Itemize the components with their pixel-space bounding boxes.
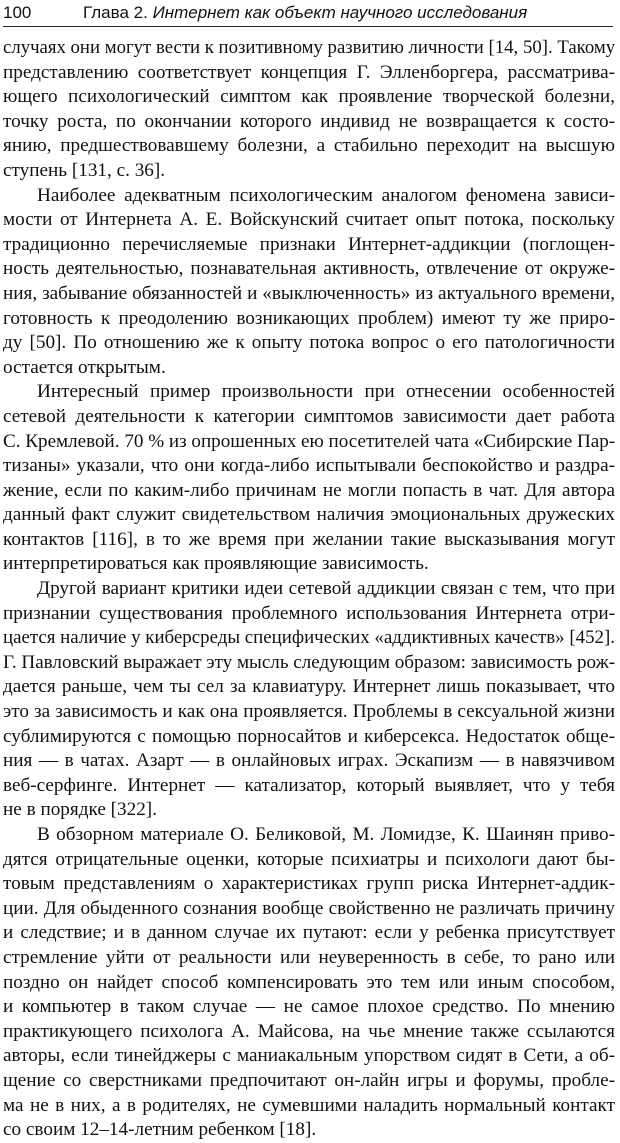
text-line: контактов [116], в то же время при желании такие высказывания могут (3, 528, 615, 550)
text-line: янию, предшествовавшему болезни, а стабильно переходит на высшую (3, 135, 615, 157)
text-line: ступень [131, с. 36]. (3, 159, 166, 181)
text-line: случаях они могут вести к позитивному развитию личности [14, 50]. Такому (3, 37, 616, 58)
text-line: дятся отрицательные оценки, которые психиатры и психологи дают бы- (3, 848, 615, 870)
text-line: жение, если по каким-либо причинам не могли попасть в чат. Для автора (3, 479, 615, 501)
text-line: ции. Для обыденного сознания вообще свойственно не различать причину (3, 897, 615, 919)
text-line: ющего психологический симптом как проявление творческой болезни, (3, 86, 615, 108)
paragraph-4 (3, 577, 615, 823)
text-line: ность деятельностью, познавательная активность, отвлечение от окруже- (3, 258, 615, 280)
text-line: традиционно перечисляемые признаки Интернет-аддикции (поглощен- (3, 233, 615, 255)
text-line: готовность к преодолению возникающих проблем) имеют ту же приро- (3, 307, 615, 329)
text-line: веб-серфинге. Интернет — катализатор, который выявляет, что у тебя (3, 774, 615, 796)
paragraph-2 (3, 184, 615, 381)
text-line: точку роста, по окончании которого индивид не возвращается к состо- (3, 110, 615, 132)
paragraph-5 (3, 823, 615, 1143)
paragraph-1 (3, 36, 615, 184)
text-line: ния, забывание обязанностей и «выключенность» из актуального времени, (3, 282, 615, 304)
page-number: 100 (3, 3, 32, 22)
text-line: В обзорном материале О. Беликовой, М. Ломидзе, К. Шаинян приво- (37, 824, 615, 845)
text-line: не в порядке [322]. (3, 799, 157, 821)
text-line: дается раньше, чем ты сел за клавиатуру. Интернет лишь показывает, что (3, 676, 615, 698)
running-head (3, 0, 613, 27)
body-text (3, 36, 615, 1143)
chapter-label: Глава 2. (83, 3, 148, 22)
text-line: это за зависимость и как она проявляется. Проблемы в сексуальной жизни (3, 701, 615, 723)
text-line: авторы, если тинейджеры с маниакальным упорством сидят в Сети, а об- (3, 1045, 615, 1067)
text-line: тизаны» указали, что они когда-либо испытывали беспокойство и раздра- (3, 455, 615, 477)
text-line: практикующего психолога А. Майсова, на чье мнение также ссылаются (3, 1020, 615, 1042)
text-line: остается открытым. (3, 356, 166, 378)
text-line: ния — в чатах. Азарт — в онлайновых играх. Эскапизм — в навязчивом (3, 750, 615, 772)
text-line: С. Кремлевой. 70 % из опрошенных ею посетителей чата «Сибирские Пар- (3, 430, 616, 452)
text-line: сублимируются с помощью порносайтов и киберсекса. Недостаток обще- (3, 725, 615, 747)
chapter-title: Интернет как объект научного исследования (152, 3, 528, 22)
text-line: Г. Павловский выражает эту мысль следующим образом: зависимость рож- (3, 651, 616, 673)
text-line: Наиболее адекватным психологическим аналогом феномена зависи- (37, 184, 615, 206)
text-line: ду [50]. По отношению же к опыту потока вопрос о его патологичности (3, 332, 615, 354)
text-line: цается наличие у киберсреды специфических «аддиктивных качеств» [452]. (3, 627, 615, 649)
text-line: Другой вариант критики идеи сетевой аддикции связан с тем, что при (37, 578, 615, 600)
text-line: сетевой деятельности к категории симптомов зависимости дает работа (3, 405, 615, 427)
text-line: мости от Интернета А. Е. Войскунский считает опыт потока, поскольку (3, 209, 615, 231)
text-line: представлению соответствует концепция Г. Элленборгера, рассматрива- (3, 61, 615, 83)
text-line: стремление уйти от реальности или неуверенность в себе, то рано или (3, 946, 615, 968)
text-line: данный факт служит свидетельством наличия эмоциональных дружеских (3, 504, 615, 526)
text-line: и компьютер в таком случае — не самое плохое средство. По мнению (3, 996, 615, 1018)
text-line: ма не в них, а в родителях, не сумевшими наладить нормальный контакт (3, 1094, 615, 1116)
text-line: и следствие; и в данном случае их путают: если у ребенка присутствует (3, 922, 615, 944)
text-line: признании существования проблемного использования Интернета отри- (3, 602, 615, 624)
text-line: поздно он найдет способ компенсировать это тем или иным способом, (3, 971, 615, 993)
text-line: товым представлениям о характеристиках групп риска Интернет-аддик- (3, 873, 615, 895)
chapter-heading (83, 1, 527, 25)
text-line: Интересный пример произвольности при отнесении особенностей (37, 381, 615, 403)
text-line: со своим 12–14-летним ребенком [18]. (3, 1119, 317, 1141)
paragraph-3 (3, 380, 615, 577)
text-line: интерпретироваться как проявляющие зависимость. (3, 553, 429, 575)
text-line: щение со сверстниками предпочитают он-лайн игры и форумы, пробле- (3, 1069, 615, 1091)
